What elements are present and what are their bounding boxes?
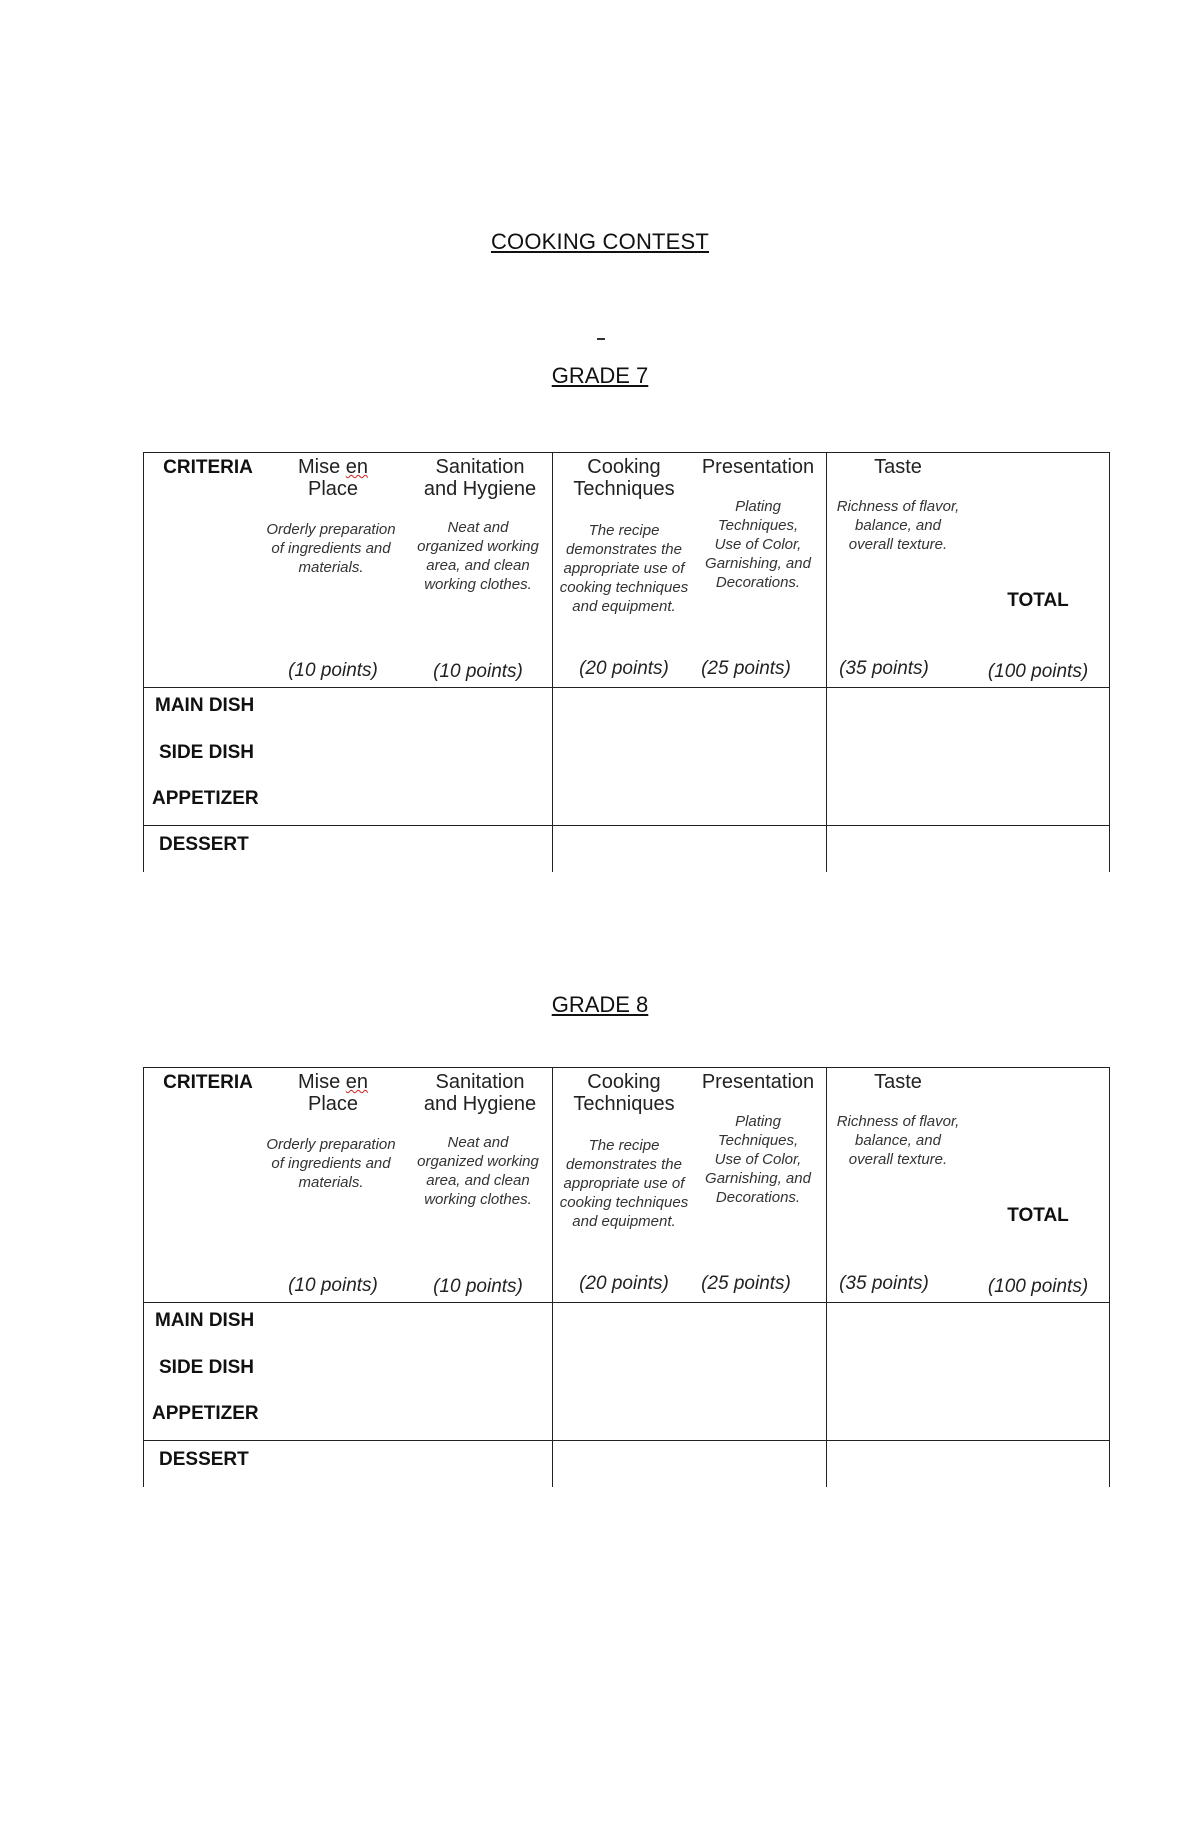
row-label-dessert: DESSERT (159, 1449, 249, 1470)
total-points: (100 points) (987, 661, 1089, 682)
sanitation-header: Sanitation and Hygiene (423, 1071, 537, 1115)
grade-title: GRADE 8 (551, 992, 649, 1017)
rubric-table (143, 1067, 1110, 1487)
presentation-description: Plating Techniques, Use of Color, Garnishing, and Decorations. (705, 1113, 811, 1206)
criteria-header: CRITERIA (163, 1072, 253, 1093)
sanitation-description: Neat and organized working area, and clean working clothes. (417, 1134, 539, 1208)
rubric-table (143, 452, 1110, 872)
sanitation-description: Neat and organized working area, and clean working clothes. (417, 519, 539, 593)
mise-en-place-points: (10 points) (288, 660, 378, 681)
total-points: (100 points) (987, 1276, 1089, 1297)
sanitation-points: (10 points) (433, 1276, 523, 1297)
cooking-techniques-points: (20 points) (579, 1273, 669, 1294)
presentation-header: Presentation (701, 1071, 815, 1093)
row-label-side-dish: SIDE DISH (159, 1357, 255, 1378)
taste-points: (35 points) (839, 658, 929, 679)
presentation-points: (25 points) (701, 1273, 791, 1294)
sanitation-header: Sanitation and Hygiene (423, 456, 537, 500)
cooking-techniques-description: The recipe demonstrates the appropriate use of cooking techniques and equipment. (559, 522, 689, 615)
cooking-techniques-header: Cooking Techniques (573, 1071, 675, 1115)
taste-header: Taste (874, 456, 922, 478)
mise-en-place-header: Mise en Place (297, 456, 369, 500)
total-header: TOTAL (1007, 590, 1069, 611)
row-label-dessert: DESSERT (159, 834, 249, 855)
separator-dash (597, 338, 605, 340)
row-label-appetizer: APPETIZER (152, 788, 259, 809)
cooking-techniques-header: Cooking Techniques (573, 456, 675, 500)
taste-points: (35 points) (839, 1273, 929, 1294)
taste-description: Richness of flavor, balance, and overall texture. (836, 1113, 960, 1168)
mise-en-place-header: Mise en Place (297, 1071, 369, 1115)
taste-header: Taste (874, 1071, 922, 1093)
row-label-appetizer: APPETIZER (152, 1403, 259, 1424)
mise-en-place-description: Orderly preparation of ingredients and materials. (266, 521, 396, 576)
sanitation-points: (10 points) (433, 661, 523, 682)
grade-title: GRADE 7 (551, 363, 649, 388)
presentation-points: (25 points) (701, 658, 791, 679)
row-label-main-dish: MAIN DISH (155, 1310, 255, 1331)
taste-description: Richness of flavor, balance, and overall texture. (836, 498, 960, 553)
mise-en-place-description: Orderly preparation of ingredients and materials. (266, 1136, 396, 1191)
row-label-side-dish: SIDE DISH (159, 742, 255, 763)
cooking-techniques-points: (20 points) (579, 658, 669, 679)
total-header: TOTAL (1007, 1205, 1069, 1226)
row-label-main-dish: MAIN DISH (155, 695, 255, 716)
criteria-header: CRITERIA (163, 457, 253, 478)
document-title: COOKING CONTEST (490, 229, 710, 254)
presentation-header: Presentation (701, 456, 815, 478)
cooking-techniques-description: The recipe demonstrates the appropriate use of cooking techniques and equipment. (559, 1137, 689, 1230)
presentation-description: Plating Techniques, Use of Color, Garnishing, and Decorations. (705, 498, 811, 591)
mise-en-place-points: (10 points) (288, 1275, 378, 1296)
